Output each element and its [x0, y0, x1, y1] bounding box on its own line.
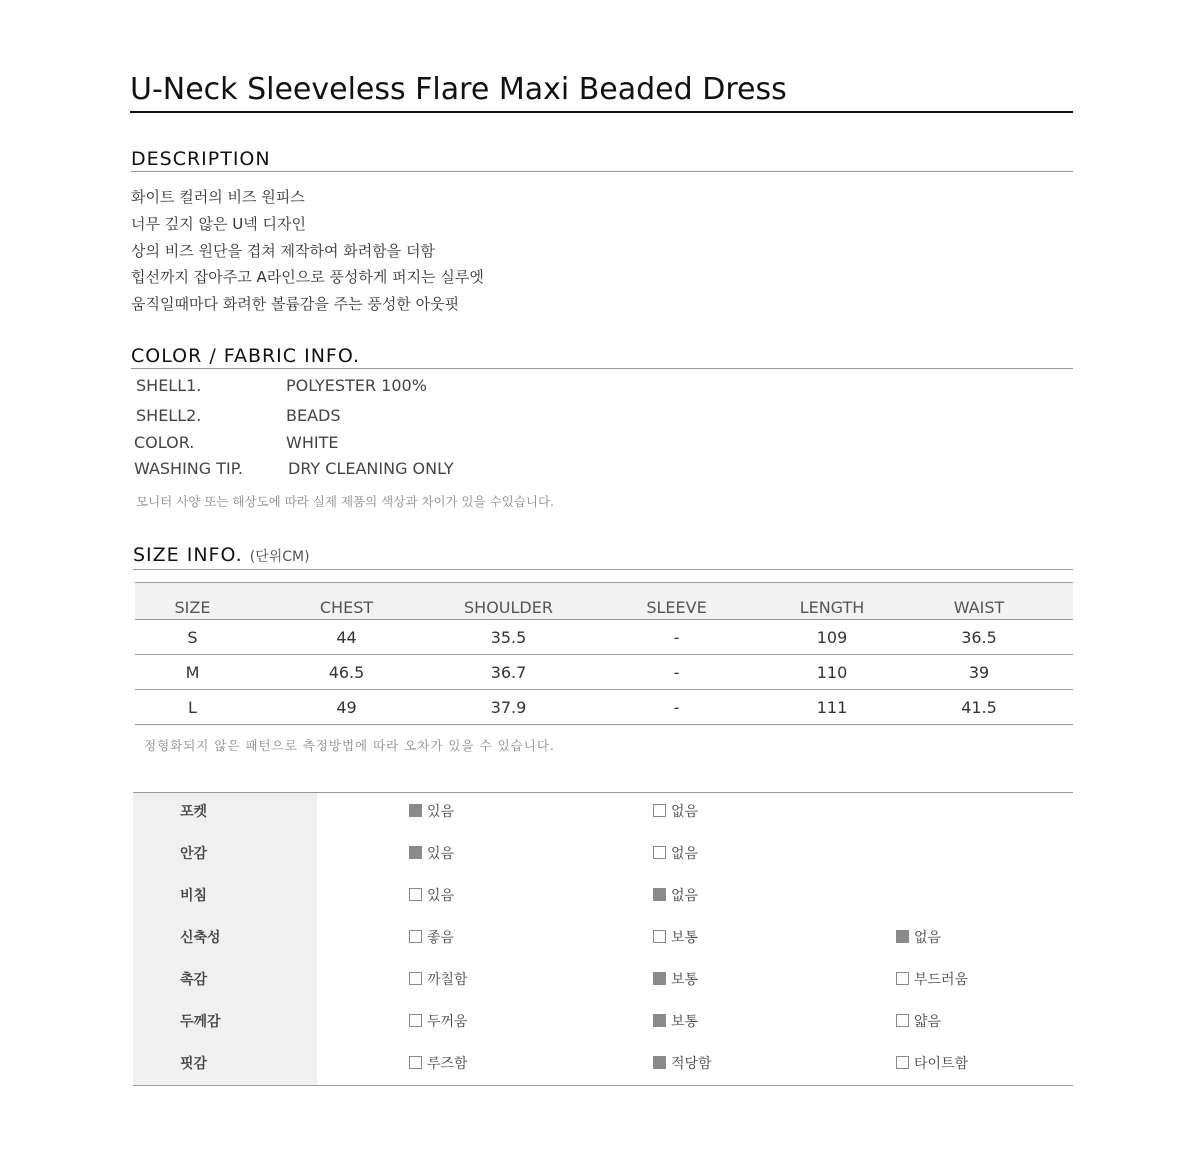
attribute-option-label: 보통 [671, 972, 699, 988]
table-row [135, 655, 1073, 690]
size-cell: 39 [885, 655, 1073, 690]
checkbox-icon [409, 972, 422, 985]
description-line: 힙선까지 잡아주고 A라인으로 풍성하게 퍼지는 실루엣 [131, 268, 484, 287]
checkbox-icon [896, 1056, 909, 1069]
checkbox-icon [653, 804, 666, 817]
fabric-label-shell2: SHELL2. [136, 406, 202, 425]
size-heading-text: SIZE INFO. [133, 544, 243, 566]
checkbox-icon [653, 972, 666, 985]
size-note: 정형화되지 않은 패턴으로 측정방법에 따라 오차가 있을 수 있습니다. [144, 738, 555, 753]
size-col-header: LENGTH [779, 583, 885, 620]
size-col-header: SIZE [135, 583, 250, 620]
attribute-option [653, 1011, 698, 1031]
size-cell: 41.5 [885, 690, 1073, 725]
checkbox-icon [896, 972, 909, 985]
size-cell: 35.5 [443, 620, 574, 655]
size-cell: 110 [779, 655, 885, 690]
attribute-row-fit [133, 1045, 1073, 1087]
attribute-option-label: 얇음 [914, 1014, 942, 1030]
size-col-header: SHOULDER [443, 583, 574, 620]
attribute-option [409, 801, 454, 821]
attribute-option-label: 타이트함 [914, 1056, 969, 1072]
size-cell: - [574, 690, 779, 725]
size-col-header: WAIST [885, 583, 1073, 620]
attribute-option-label: 있음 [427, 804, 455, 820]
attribute-option [409, 927, 454, 947]
attribute-option [896, 1053, 968, 1073]
attribute-option-label: 있음 [427, 888, 455, 904]
checkbox-icon [653, 846, 666, 859]
size-table [135, 582, 1073, 725]
checkbox-icon [896, 930, 909, 943]
fabric-label-washing: WASHING TIP. [134, 459, 243, 478]
attribute-label: 비침 [180, 888, 208, 904]
attribute-option-label: 적당함 [671, 1056, 712, 1072]
attribute-row-pocket [133, 793, 1073, 835]
description-list [131, 184, 484, 318]
attribute-option [653, 885, 698, 905]
attribute-option [653, 969, 698, 989]
attribute-option [409, 969, 468, 989]
checkbox-icon [409, 888, 422, 901]
size-unit: (단위CM) [249, 549, 310, 565]
size-cell: 109 [779, 620, 885, 655]
checkbox-icon [409, 846, 422, 859]
attribute-option-label: 보통 [671, 1014, 699, 1030]
description-line: 너무 깊지 않은 U넥 디자인 [131, 214, 306, 233]
checkbox-icon [409, 1014, 422, 1027]
attribute-row-sheerness [133, 877, 1073, 919]
size-cell: 44 [250, 620, 443, 655]
attribute-option-label: 없음 [671, 888, 699, 904]
attribute-option [409, 843, 454, 863]
attribute-option [896, 1011, 941, 1031]
attribute-option [896, 969, 968, 989]
attribute-option-label: 두꺼움 [427, 1014, 468, 1030]
attribute-option-label: 없음 [914, 930, 942, 946]
attribute-option [653, 843, 698, 863]
fabric-value-shell1: POLYESTER 100% [286, 376, 427, 395]
checkbox-icon [409, 1056, 422, 1069]
attribute-option [653, 801, 698, 821]
attribute-label: 안감 [180, 846, 208, 862]
checkbox-icon [896, 1014, 909, 1027]
attribute-label: 촉감 [180, 972, 208, 988]
size-col-header: CHEST [250, 583, 443, 620]
size-table-header [135, 583, 1073, 620]
size-cell: 36.5 [885, 620, 1073, 655]
attribute-row-lining [133, 835, 1073, 877]
description-line: 움직일때마다 화려한 볼륨감을 주는 풍성한 아웃핏 [131, 295, 460, 314]
attribute-label: 핏감 [180, 1056, 208, 1072]
description-heading: DESCRIPTION [131, 147, 1073, 172]
fabric-value-color: WHITE [286, 433, 339, 452]
checkbox-icon [409, 930, 422, 943]
fabric-note: 모니터 사양 또는 해상도에 따라 실제 제품의 색상과 차이가 있을 수있습니다. [136, 494, 555, 509]
attribute-option-label: 없음 [671, 804, 699, 820]
table-row [135, 620, 1073, 655]
size-cell: 36.7 [443, 655, 574, 690]
attribute-label: 포켓 [180, 804, 208, 820]
attribute-table [133, 792, 1073, 1086]
attribute-option-label: 보통 [671, 930, 699, 946]
fabric-heading: COLOR / FABRIC INFO. [131, 344, 1073, 369]
description-line: 화이트 컬러의 비즈 원피스 [131, 188, 305, 206]
fabric-value-washing: DRY CLEANING ONLY [288, 459, 454, 478]
description-line: 상의 비즈 원단을 겹쳐 제작하여 화려함을 더함 [131, 241, 435, 260]
attribute-row-thickness [133, 1003, 1073, 1045]
attribute-label: 두께감 [180, 1014, 221, 1030]
checkbox-icon [653, 1056, 666, 1069]
checkbox-icon [653, 1014, 666, 1027]
checkbox-icon [653, 930, 666, 943]
size-cell: M [135, 655, 250, 690]
fabric-label-shell1: SHELL1. [136, 376, 202, 395]
size-cell: L [135, 690, 250, 725]
attribute-option-label: 부드러움 [914, 972, 969, 988]
attribute-option-label: 까칠함 [427, 972, 468, 988]
attribute-option-label: 루즈함 [427, 1056, 468, 1072]
size-col-header: SLEEVE [574, 583, 779, 620]
attribute-option-label: 있음 [427, 846, 455, 862]
attribute-row-texture [133, 961, 1073, 1003]
attribute-option [409, 885, 454, 905]
attribute-option-label: 좋음 [427, 930, 455, 946]
attribute-option [653, 1053, 712, 1073]
table-row [135, 690, 1073, 725]
checkbox-icon [409, 804, 422, 817]
fabric-value-shell2: BEADS [286, 406, 341, 425]
size-cell: 49 [250, 690, 443, 725]
attribute-label: 신축성 [180, 930, 221, 946]
attribute-row-stretch [133, 919, 1073, 961]
attribute-option [653, 927, 698, 947]
size-cell: S [135, 620, 250, 655]
attribute-option [409, 1053, 468, 1073]
size-cell: - [574, 620, 779, 655]
size-heading [133, 543, 1073, 570]
product-title: U-Neck Sleeveless Flare Maxi Beaded Dress [130, 70, 1073, 113]
attribute-option [896, 927, 941, 947]
size-cell: 111 [779, 690, 885, 725]
size-cell: 37.9 [443, 690, 574, 725]
size-cell: - [574, 655, 779, 690]
attribute-option [409, 1011, 468, 1031]
fabric-label-color: COLOR. [134, 433, 195, 452]
size-cell: 46.5 [250, 655, 443, 690]
checkbox-icon [653, 888, 666, 901]
attribute-option-label: 없음 [671, 846, 699, 862]
